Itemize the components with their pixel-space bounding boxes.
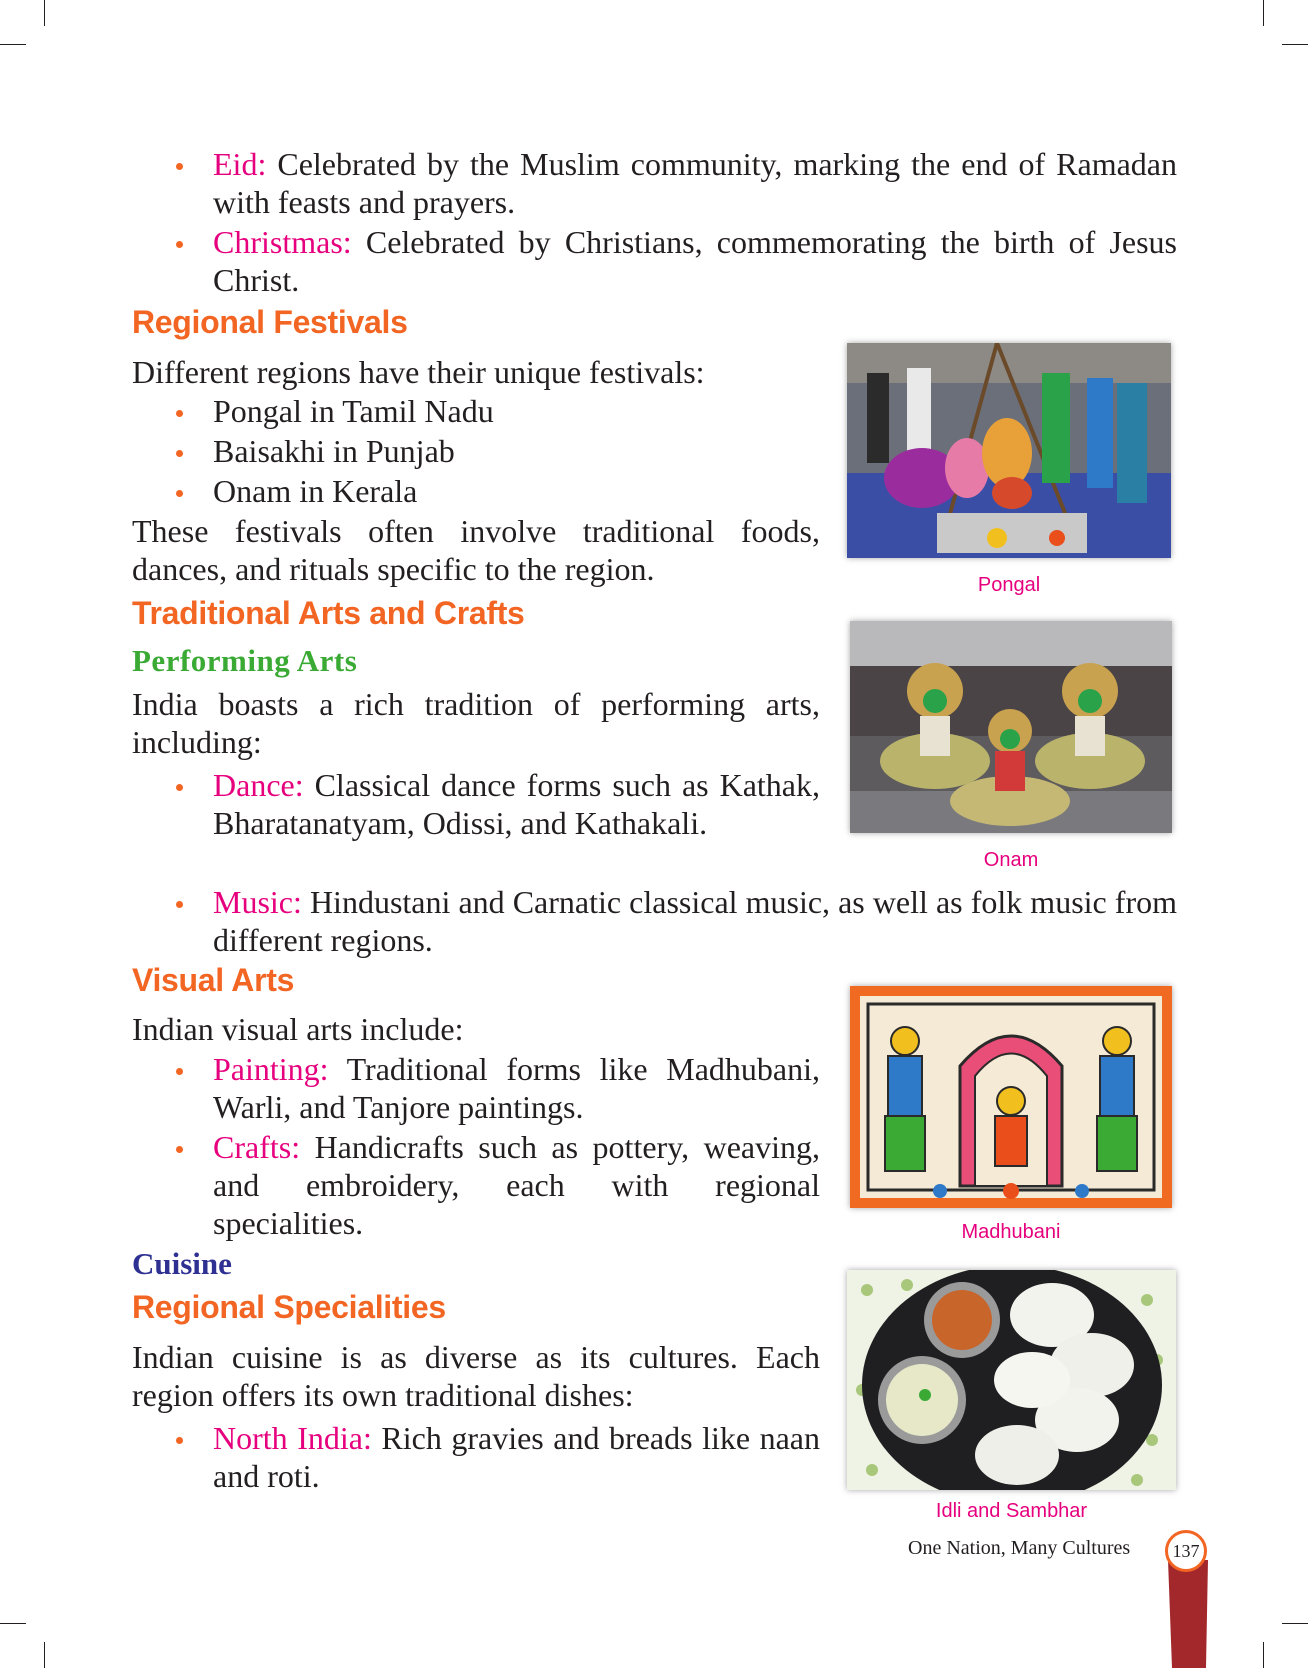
section-heading-regional-festivals: Regional Festivals	[132, 304, 408, 340]
list-item-text: Classical dance forms such as Kathak, Bharatanatyam, Odissi, and Kathakali.	[213, 767, 820, 841]
bullet-icon	[176, 1437, 183, 1444]
section-heading-cuisine: Cuisine	[132, 1246, 232, 1281]
caption-madhubani: Madhubani	[961, 1221, 1061, 1243]
list-item-text: Celebrated by Christians, commemorating the birth of Jesus Christ.	[213, 224, 1177, 298]
bullet-icon	[176, 241, 183, 248]
term-painting: Painting:	[213, 1051, 329, 1087]
list-item-onam: Onam in Kerala	[213, 473, 418, 509]
page-number-badge	[1165, 1530, 1207, 1572]
bullet-icon	[176, 784, 183, 791]
list-item-eid	[213, 145, 1177, 221]
regional-festivals-intro: Different regions have their unique festivals:	[132, 354, 705, 390]
bullet-icon	[176, 1068, 183, 1075]
crop-mark	[0, 44, 26, 45]
page-tab	[1168, 1560, 1208, 1668]
list-item-text: Celebrated by the Muslim community, marking the end of Ramadan with feasts and prayers.	[213, 146, 1177, 220]
list-item-christmas	[213, 223, 1177, 299]
bullet-icon	[176, 1146, 183, 1153]
term-dance: Dance:	[213, 767, 304, 803]
list-item-pongal: Pongal in Tamil Nadu	[213, 393, 494, 429]
list-item-dance	[213, 766, 820, 842]
section-heading-visual-arts: Visual Arts	[132, 962, 295, 998]
regional-festivals-outro: These festivals often involve traditional foods, dances, and rituals specific to the region.	[132, 513, 820, 587]
visual-arts-intro: Indian visual arts include:	[132, 1011, 464, 1047]
crop-mark	[1282, 1623, 1308, 1624]
term-music: Music:	[213, 884, 302, 920]
caption-onam: Onam	[983, 849, 1039, 871]
crop-mark	[44, 1642, 45, 1668]
bullet-icon	[176, 450, 183, 457]
crop-mark	[1263, 0, 1264, 26]
list-item-text: Handicrafts such as pottery, weaving, and embroidery, each with regional specialities.	[213, 1129, 820, 1241]
term-eid: Eid:	[213, 146, 267, 182]
caption-pongal: Pongal	[977, 574, 1041, 596]
bullet-icon	[176, 410, 183, 417]
performing-arts-intro: India boasts a rich tradition of performing arts, including:	[132, 686, 820, 760]
bullet-icon	[176, 163, 183, 170]
list-item-text: Traditional forms like Madhubani, Warli, and Tanjore paintings.	[213, 1051, 820, 1125]
crop-mark	[1263, 1642, 1264, 1668]
section-heading-regional-specialities: Regional Specialities	[132, 1289, 446, 1325]
page-number: 137	[1172, 1541, 1200, 1561]
term-christmas: Christmas:	[213, 224, 352, 260]
cuisine-intro: Indian cuisine is as diverse as its cultures. Each region offers its own traditional dishes:	[132, 1339, 820, 1413]
section-heading-traditional-arts: Traditional Arts and Crafts	[132, 595, 525, 631]
subheading-performing-arts: Performing Arts	[132, 643, 358, 678]
bullet-icon	[176, 490, 183, 497]
footer-title: One Nation, Many Cultures	[908, 1537, 1131, 1559]
list-item-text: Hindustani and Carnatic classical music, as well as folk music from different regions.	[213, 884, 1177, 958]
crop-mark	[1282, 44, 1308, 45]
pongal-photo	[847, 343, 1171, 558]
bullet-icon	[176, 901, 183, 908]
list-item-painting	[213, 1050, 820, 1126]
list-item-text: Rich gravies and breads like naan and roti.	[213, 1420, 821, 1494]
list-item-north-india	[213, 1419, 820, 1495]
list-item-baisakhi: Baisakhi in Punjab	[213, 433, 455, 469]
caption-idli-sambhar: Idli and Sambhar	[935, 1500, 1088, 1522]
term-crafts: Crafts:	[213, 1129, 301, 1165]
idli-sambhar-photo	[847, 1270, 1176, 1490]
term-north-india: North India:	[213, 1420, 372, 1456]
list-item-crafts	[213, 1128, 820, 1242]
madhubani-painting	[850, 986, 1172, 1208]
crop-mark	[44, 0, 45, 26]
onam-photo	[850, 621, 1172, 833]
list-item-music	[213, 883, 1177, 959]
crop-mark	[0, 1623, 26, 1624]
